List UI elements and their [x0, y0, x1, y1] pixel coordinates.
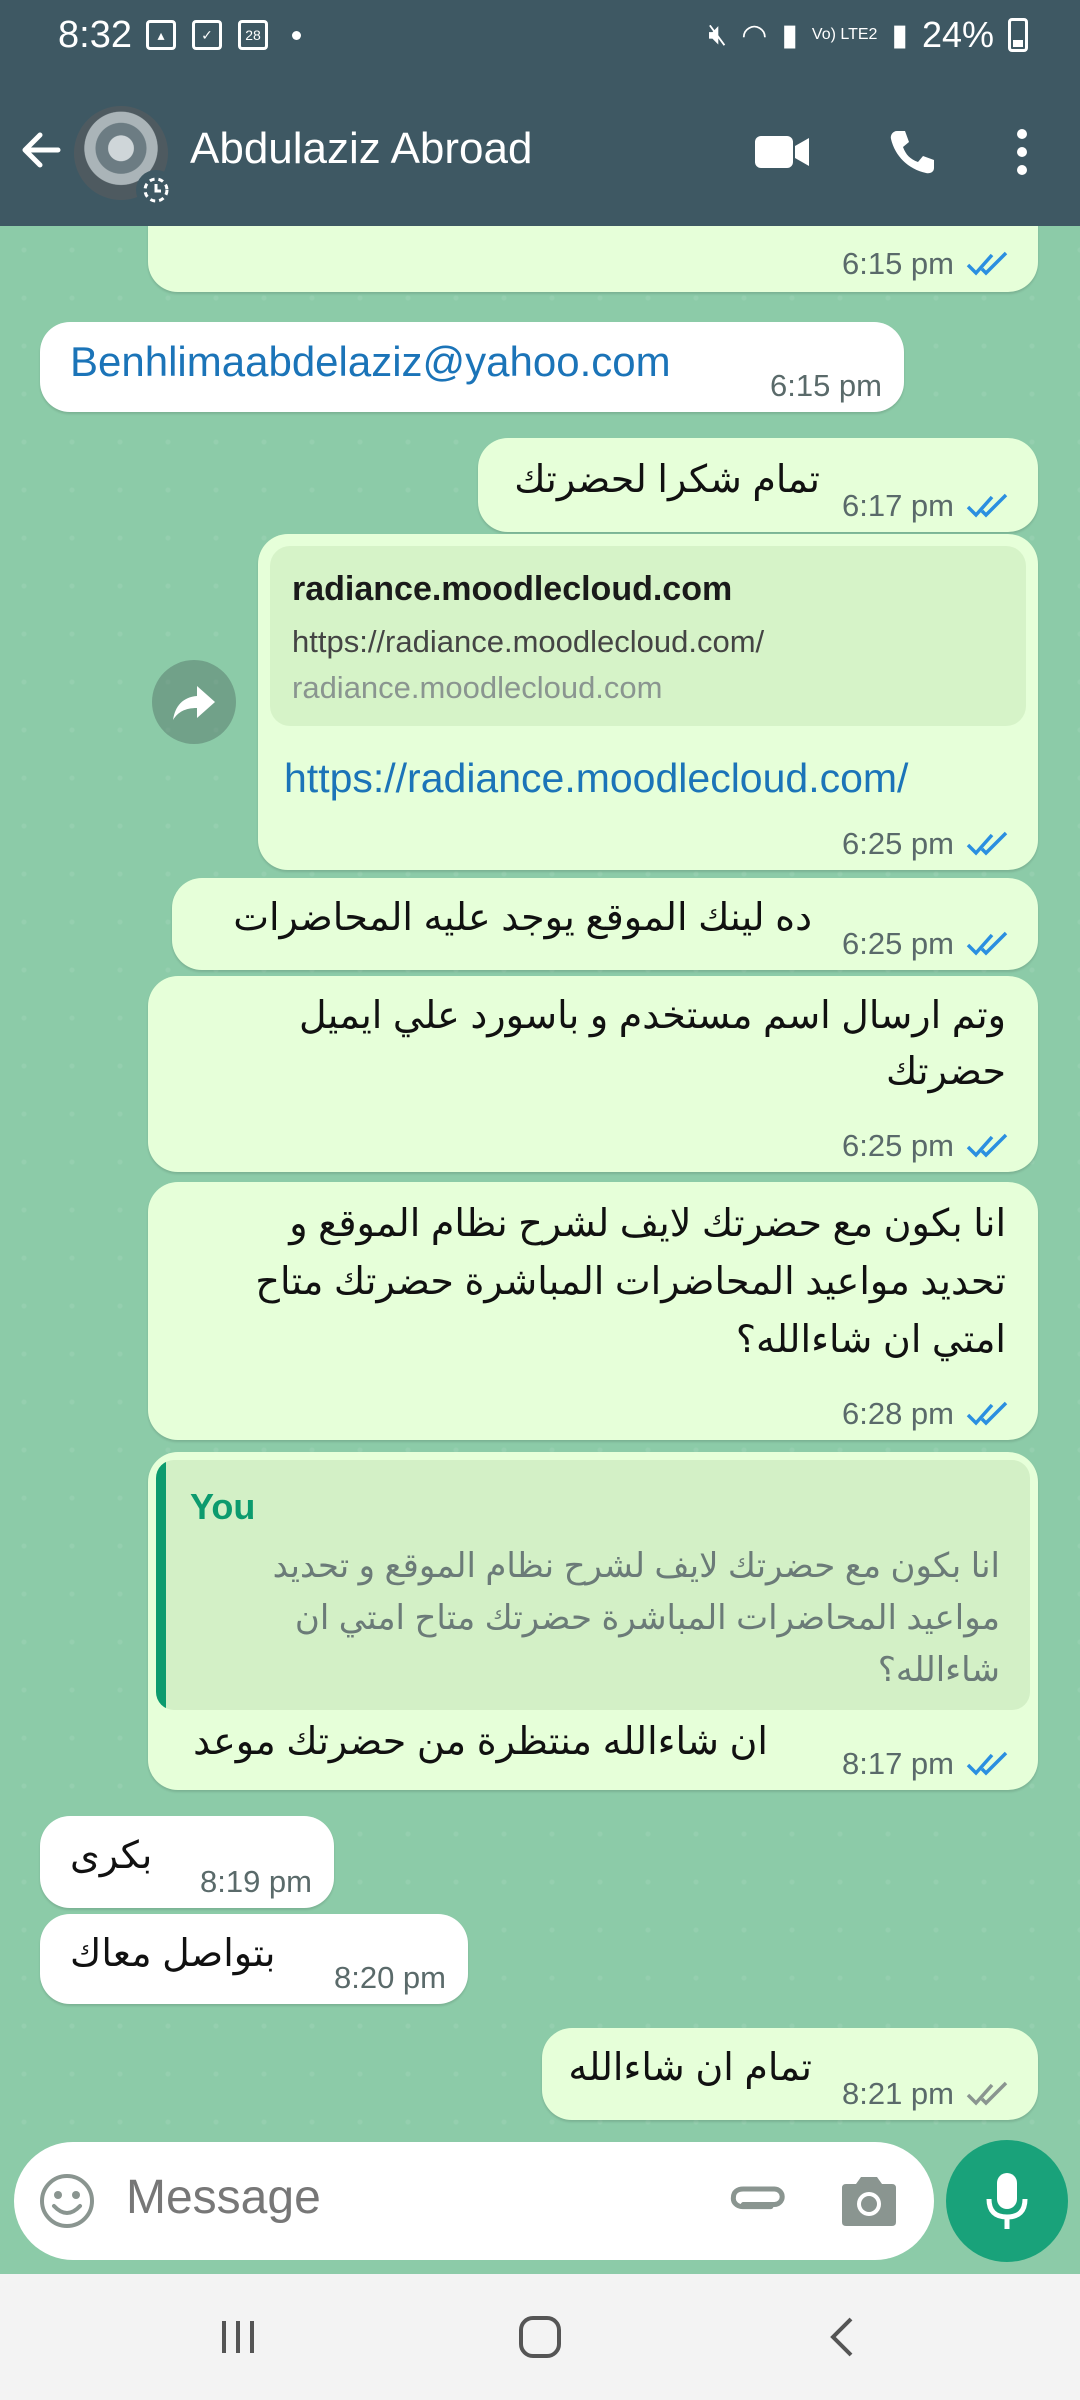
message-meta [842, 826, 1012, 862]
message-meta [334, 1960, 446, 1996]
message-time: 8:17 pm [841, 1746, 954, 1781]
forward-icon [171, 682, 217, 722]
link-preview-domain: radiance.moodlecloud.com [292, 670, 663, 705]
link-preview-title: radiance.moodlecloud.com [292, 570, 733, 608]
quote-text [186, 1540, 1000, 1696]
more-options-icon[interactable] [990, 120, 1054, 184]
wifi-icon: ◠ [741, 18, 768, 52]
quoted-message[interactable] [156, 1460, 1030, 1710]
message-text: تمام شكرا لحضرتك [514, 459, 820, 501]
message-text-line: امتي ان شاءالله؟ [735, 1319, 1006, 1361]
message-meta [200, 1864, 312, 1900]
message-input[interactable] [126, 2170, 686, 2225]
message-bubble[interactable] [40, 1816, 334, 1908]
calendar-day: 28 [245, 27, 261, 43]
battery-percent: 24% [921, 14, 994, 55]
message-bubble[interactable] [542, 2028, 1038, 2120]
message-time: 6:17 pm [841, 488, 954, 523]
status-bar [0, 0, 1080, 78]
message-text: ده لينك الموقع يوجد عليه المحاضرات [233, 897, 812, 939]
message-text[interactable]: Benhlimaabdelaziz@yahoo.com [70, 338, 671, 385]
read-ticks-icon [966, 1749, 1012, 1779]
message-time: 6:28 pm [841, 1396, 954, 1431]
attach-icon[interactable] [728, 2168, 794, 2234]
message-time: 8:20 pm [333, 1960, 446, 1995]
message-bubble[interactable] [148, 1182, 1038, 1440]
message-time: 6:25 pm [841, 826, 954, 861]
chat-area[interactable] [0, 226, 1080, 2138]
recent-apps-icon[interactable] [198, 2302, 278, 2372]
quote-line: شاءالله؟ [877, 1651, 1000, 1689]
message-meta [842, 488, 1012, 524]
mic-icon [985, 2169, 1029, 2233]
message-meta [842, 1128, 1012, 1164]
message-bubble[interactable] [258, 534, 1038, 870]
back-arrow-icon[interactable] [18, 120, 68, 180]
mic-button[interactable] [946, 2140, 1068, 2262]
message-time: 6:15 pm [841, 246, 954, 281]
mute-icon: 🔇︎ [708, 18, 728, 51]
read-ticks-icon [966, 929, 1012, 959]
message-text: تمام ان شاءالله [568, 2047, 812, 2089]
battery-icon [1008, 18, 1028, 52]
message-link[interactable]: https://radiance.moodlecloud.com/ [284, 755, 909, 801]
message-meta [770, 368, 882, 404]
chat-header [0, 78, 1080, 226]
read-ticks-icon [966, 1399, 1012, 1429]
message-text: بكرى [70, 1835, 153, 1877]
message-time: 6:15 pm [769, 368, 882, 403]
checkbox-icon: ✓ [192, 20, 222, 50]
forward-button[interactable] [152, 660, 236, 744]
message-composer [14, 2142, 934, 2260]
quote-accent-bar [156, 1460, 166, 1710]
more-notifications-icon [292, 31, 301, 40]
message-meta [842, 926, 1012, 962]
message-bubble[interactable] [40, 1914, 468, 2004]
quote-line: انا بكون مع حضرتك لايف لشرح نظام الموقع و تحديد [272, 1547, 1000, 1585]
message-time: 6:25 pm [841, 1128, 954, 1163]
phone-icon[interactable] [880, 120, 944, 184]
message-text-line: حضرتك [885, 1051, 1006, 1093]
message-bubble[interactable] [40, 322, 904, 412]
calendar-icon [238, 20, 268, 50]
message-text: ان شاءالله منتظرة من حضرتك موعد [193, 1721, 768, 1763]
read-ticks-icon [966, 249, 1012, 279]
message-bubble[interactable] [172, 878, 1038, 970]
home-icon[interactable] [500, 2302, 580, 2372]
quote-line: مواعيد المحاضرات المباشرة حضرتك متاح امتي ان [294, 1599, 1000, 1637]
read-ticks-icon [966, 829, 1012, 859]
message-time: 6:25 pm [841, 926, 954, 961]
quote-author: You [190, 1486, 256, 1527]
read-ticks-icon [966, 1131, 1012, 1161]
message-bubble[interactable] [148, 226, 1038, 292]
message-bubble[interactable] [148, 976, 1038, 1172]
delivered-ticks-icon [966, 2079, 1012, 2109]
message-bubble[interactable] [478, 438, 1038, 532]
message-text-line: انا بكون مع حضرتك لايف لشرح نظام الموقع و [289, 1203, 1006, 1245]
message-bubble[interactable] [148, 1452, 1038, 1790]
status-time: 8:32 [58, 14, 132, 56]
read-ticks-icon [966, 491, 1012, 521]
signal-2-icon: ▮ [891, 18, 908, 52]
message-time: 8:19 pm [199, 1864, 312, 1899]
network-label: Vo) LTE2 [811, 26, 878, 43]
camera-icon[interactable] [838, 2172, 900, 2230]
link-preview-card[interactable] [270, 546, 1026, 726]
notification-icons [146, 20, 301, 50]
system-nav-bar [0, 2274, 1080, 2400]
message-text-line: وتم ارسال اسم مستخدم و باسورد علي ايميل [299, 995, 1006, 1037]
message-text: بتواصل معاك [70, 1933, 276, 1975]
message-time: 8:21 pm [841, 2076, 954, 2111]
back-icon[interactable] [802, 2302, 882, 2372]
message-meta [842, 1396, 1012, 1432]
video-call-icon[interactable] [750, 120, 814, 184]
emoji-icon[interactable] [38, 2172, 96, 2230]
system-icons [708, 14, 1028, 56]
status-ring-icon [136, 170, 176, 210]
message-meta [842, 246, 1012, 282]
message-text-line: تحديد مواعيد المحاضرات المباشرة حضرتك متاح [255, 1261, 1006, 1303]
gallery-icon: ▴ [146, 20, 176, 50]
message-meta [842, 1746, 1012, 1782]
signal-icon: ▮ [781, 18, 798, 52]
link-preview-url: https://radiance.moodlecloud.com/ [292, 624, 765, 659]
contact-name[interactable]: Abdulaziz Abroad [190, 124, 533, 173]
top-bar [0, 0, 1080, 226]
message-meta [842, 2076, 1012, 2112]
